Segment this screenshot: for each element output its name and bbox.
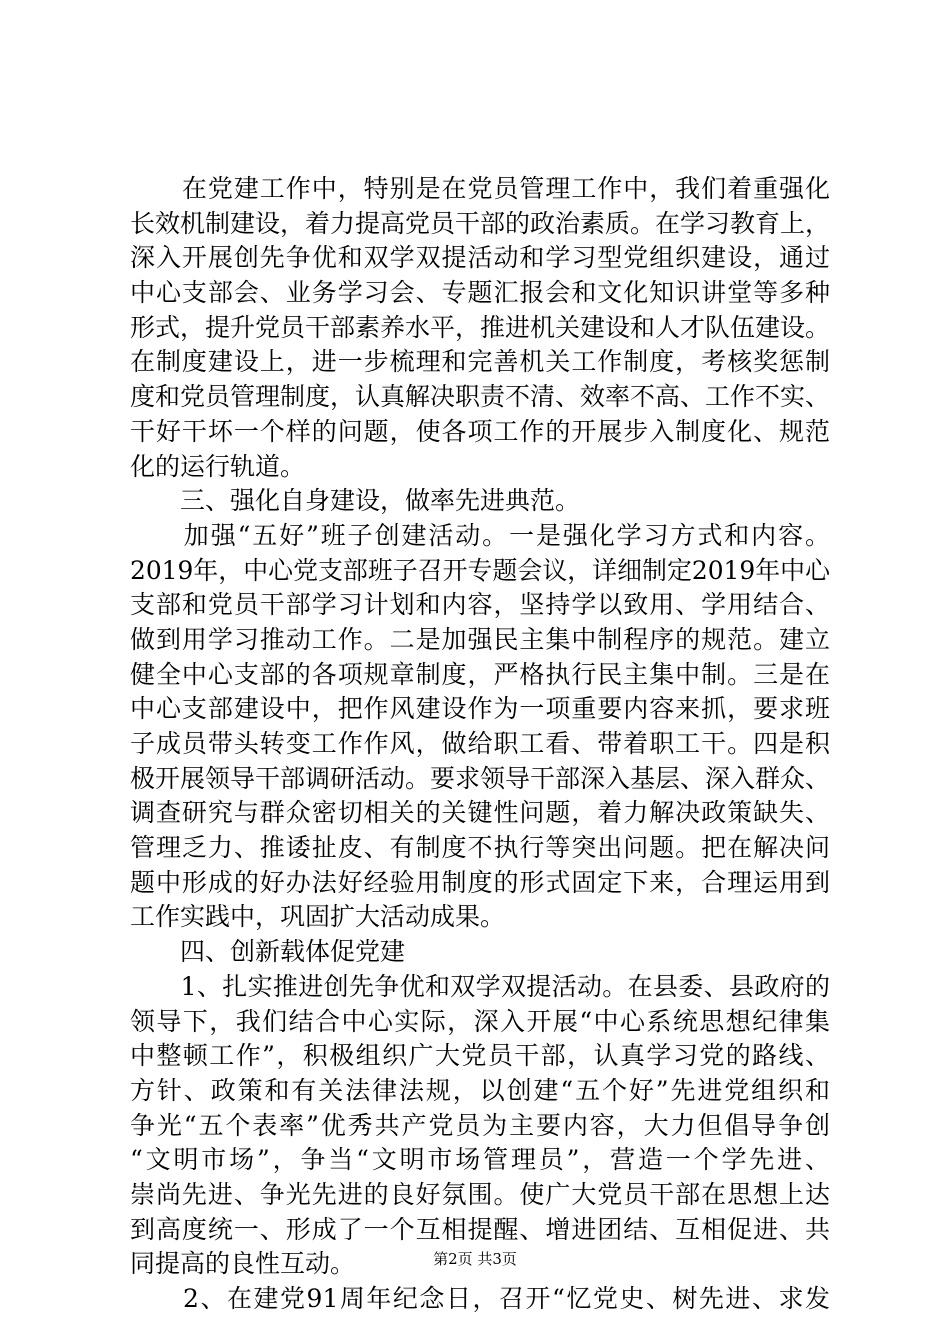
text-line: 深入开展创先争优和双学双提活动和学习型党组织建设，通过 <box>130 243 830 273</box>
text-line: 调查研究与群众密切相关的关键性问题，着力解决政策缺失、 <box>130 798 830 828</box>
text-line: 管理乏力、推诿扯皮、有制度不执行等突出问题。把在解决问 <box>130 833 830 863</box>
text-line: 题中形成的好办法好经验用制度的形式固定下来，合理运用到 <box>130 867 830 897</box>
text-line: 加强“五好”班子创建活动。一是强化学习方式和内容。 <box>130 520 830 550</box>
text-line: 崇尚先进、争光先进的良好氛围。使广大党员干部在思想上达 <box>130 1179 830 1209</box>
text-line: 中心支部建设中，把作风建设作为一项重要内容来抓，要求班 <box>130 694 830 724</box>
body-text <box>130 172 830 1317</box>
text-line: 支部和党员干部学习计划和内容，坚持学以致用、学用结合、 <box>130 590 830 620</box>
text-line: 长效机制建设，着力提高党员干部的政治素质。在学习教育上， <box>130 208 831 238</box>
text-line: 中心支部会、业务学习会、专题汇报会和文化知识讲堂等多种 <box>130 278 830 308</box>
text-line: “文明市场”，争当“文明市场管理员”，营造一个学先进、 <box>130 1145 830 1175</box>
text-line: 在党建工作中，特别是在党员管理工作中，我们着重强化 <box>130 174 830 203</box>
text-line: 方针、政策和有关法律法规，以创建“五个好”先进党组织和 <box>130 1075 830 1105</box>
section-heading: 四、创新载体促党建 <box>130 937 406 967</box>
text-line: 1、扎实推进创先争优和双学双提活动。在县委、县政府的 <box>130 971 830 1001</box>
page-indicator: 第2页 共3页 <box>433 1250 517 1268</box>
text-line: 2、在建党91周年纪念日，召开“忆党史、树先进、求发 <box>130 1284 830 1313</box>
text-line: 到高度统一、形成了一个互相提醒、增进团结、互相促进、共 <box>130 1214 830 1244</box>
text-line: 同提高的良性互动。 <box>130 1249 356 1279</box>
text-line: 领导下，我们结合中心实际，深入开展“中心系统思想纪律集 <box>130 1006 830 1036</box>
text-line: 形式，提升党员干部素养水平，推进机关建设和人才队伍建设。 <box>130 312 831 342</box>
text-line: 化的运行轨道。 <box>130 451 306 481</box>
text-line: 2019年，中心党支部班子召开专题会议，详细制定2019年中心 <box>130 555 830 585</box>
text-line: 做到用学习推动工作。二是加强民主集中制程序的规范。建立 <box>130 624 830 654</box>
text-line: 在制度建设上，进一步梳理和完善机关工作制度，考核奖惩制 <box>130 347 830 377</box>
text-line: 极开展领导干部调研活动。要求领导干部深入基层、深入群众、 <box>130 763 831 793</box>
text-line: 工作实践中，巩固扩大活动成果。 <box>130 902 506 932</box>
text-line: 中整顿工作”，积极组织广大党员干部，认真学习党的路线、 <box>130 1041 830 1071</box>
text-line: 干好干坏一个样的问题，使各项工作的开展步入制度化、规范 <box>130 416 830 446</box>
page-footer <box>0 1249 950 1269</box>
section-heading: 三、强化自身建设，做率先进典范。 <box>130 486 581 516</box>
text-line: 子成员带头转变工作作风，做给职工看、带着职工干。四是积 <box>130 729 830 758</box>
text-line: 度和党员管理制度，认真解决职责不清、效率不高、工作不实、 <box>130 382 831 412</box>
text-line: 争光“五个表率”优秀共产党员为主要内容，大力但倡导争创 <box>130 1110 830 1140</box>
text-line: 健全中心支部的各项规章制度，严格执行民主集中制。三是在 <box>130 659 830 689</box>
